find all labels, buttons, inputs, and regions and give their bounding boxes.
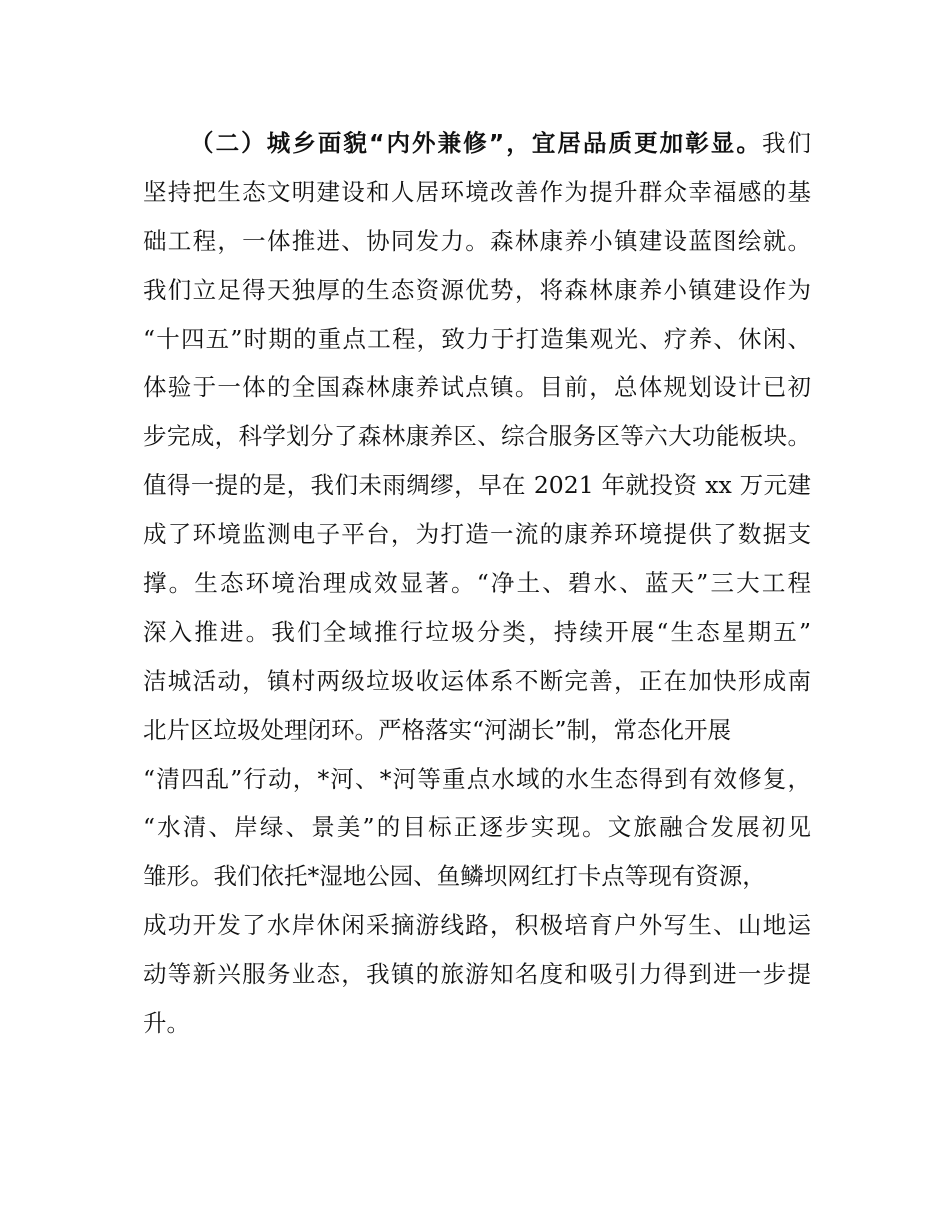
text-line: 坚持把生态文明建设和人居环境改善作为提升群众幸福感的基 xyxy=(143,177,811,206)
text-line: 值得一提的是，我们未雨绸缪，早在 2021 年就投资 xx 万元建 xyxy=(143,471,811,500)
text-line: 成功开发了水岸休闲采摘游线路，积极培育户外写生、山地运 xyxy=(143,911,811,940)
text-line: 深入推进。我们全域推行垃圾分类，持续开展“生态星期五” xyxy=(143,617,811,646)
text-line: 撑。生态环境治理成效显著。“净土、碧水、蓝天”三大工程 xyxy=(143,569,811,598)
text-line: 洁城活动，镇村两级垃圾收运体系不断完善，正在加快形成南 xyxy=(143,666,811,695)
paragraph-first-line xyxy=(143,119,811,168)
text-line: “清四乱”行动，*河、*河等重点水域的水生态得到有效修复， xyxy=(143,764,811,793)
text-line: 础工程，一体推进、协同发力。森林康养小镇建设蓝图绘就。 xyxy=(143,226,811,255)
text-line: 成了环境监测电子平台，为打造一流的康养环境提供了数据支 xyxy=(143,520,811,549)
text-line: 雏形。我们依托*湿地公园、鱼鳞坝网红打卡点等现有资源， xyxy=(143,862,766,891)
text-line: “水清、岸绿、景美”的目标正逐步实现。文旅融合发展初见 xyxy=(143,813,811,842)
document-body xyxy=(143,119,811,1048)
text-line: 北片区垃圾处理闭环。严格落实“河湖长”制，常态化开展 xyxy=(143,715,732,744)
text-line: 动等新兴服务业态，我镇的旅游知名度和吸引力得到进一步提 xyxy=(143,960,811,989)
text-line: 步完成，科学划分了森林康养区、综合服务区等六大功能板块。 xyxy=(143,422,811,451)
text-line: 体验于一体的全国森林康养试点镇。目前，总体规划设计已初 xyxy=(143,373,811,402)
text-line: “十四五”时期的重点工程，致力于打造集观光、疗养、休闲、 xyxy=(143,324,811,353)
text-span: 我们 xyxy=(761,129,812,157)
text-line: 升。 xyxy=(143,1009,190,1038)
text-line: 我们立足得天独厚的生态资源优势，将森林康养小镇建设作为 xyxy=(143,275,811,304)
section-heading: （二）城乡面貌“内外兼修”，宜居品质更加彰显。 xyxy=(190,129,762,157)
